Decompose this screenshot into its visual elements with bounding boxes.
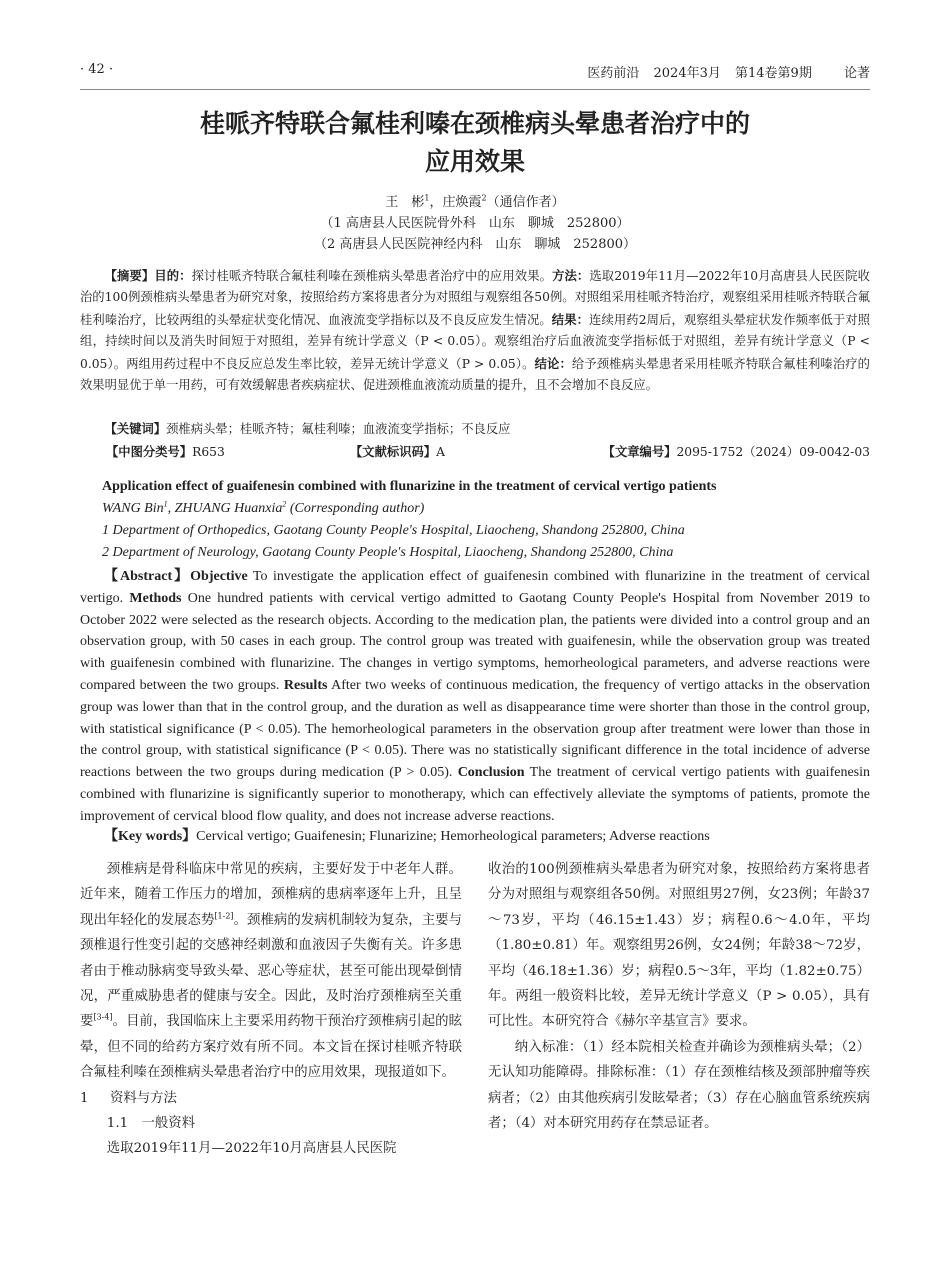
- section-heading-1: 1 资料与方法: [80, 1090, 177, 1106]
- article-number: 【文章编号】2095-1752（2024）09-0042-03: [602, 444, 870, 459]
- issue-date: 2024年3月: [653, 66, 721, 81]
- keywords-cn: 【关键词】颈椎病头晕；桂哌齐特；氟桂利嗪；血液流变学指标；不良反应: [104, 421, 511, 436]
- general-info-start: 选取2019年11月—2022年10月高唐县人民医院: [106, 1141, 397, 1157]
- doc-code: 【文献标识码】A: [350, 444, 445, 459]
- body-column-left: [80, 857, 462, 1162]
- page-number: · 42 ·: [80, 62, 114, 77]
- running-header: [80, 62, 870, 86]
- author-names: 王 彬$^1$，庄焕霞$^2$（通信作者）: [385, 193, 565, 210]
- keywords-en: 【Key words】Cervical vertigo; Guaifenesin; Flunarizine; Hemorheological parameters; Adverse reactions: [104, 829, 710, 844]
- affiliation-1: （1 高唐县人民医院骨外科 山东 聊城 252800）: [320, 216, 630, 231]
- abstract-label: 【摘要】: [104, 268, 155, 283]
- journal-name: 医药前沿: [587, 66, 640, 81]
- abstract-en: 【Abstract】Objective To investigate the application effect of guaifenesin combined with flunarizine in the treatment of cervical vertigo. Methods One hundred patients with cervical vertigo admitted to Gaotang County People's Hospital from November 2019 to October 2022 were selected as the research objects. According to the medication plan, the patients were divided into a control group and an observation group, with 50 cases in each group. The control group was treated with guaifenesin, while the observation group was treated with guaifenesin combined with flunarizine. The changes in vertigo symptoms, hemorheological parameters, and adverse reactions were compared between the two groups. Results After two weeks of continuous medication, the frequency of vertigo attacks in the observation group was lower than that in the control group, and the duration as well as disappearance time were shorter than those in the control group, with statistical significance (P < 0.05). The hemorheological parameters in the observation group after treatment were lower than those in the control group, with statistical significance (P < 0.05). There was no statistically significant difference in the total incidence of adverse reactions between the two groups during medication (P > 0.05). Conclusion The treatment of cervical vertigo patients with guaifenesin combined with flunarizine is significantly superior to monotherapy, which can effectively alleviate the symptoms of patients, promote the improvement of cervical blood flow quality, and does not increase adverse reactions.: [80, 569, 871, 824]
- intro-paragraph: 颈椎病是骨科临床中常见的疾病，主要好发于中老年人群。近年来，随着工作压力的增加，颈椎病的患病率逐年上升，且呈现出年轻化的发展态势[1-2]。颈椎病的发病机制较为复杂，主要与颈椎退行性变引起的交感神经刺激和血液因子失衡有关。许多患者由于椎动脉病变导致头晕、恶心等症状，甚至可能出现晕倒情况，严重威胁患者的健康与安全。因此，及时治疗颈椎病至关重要[3-4]。目前，我国临床上主要采用药物干预治疗颈椎病引起的眩晕，但不同的给药方案疗效有所不同。本文旨在探讨桂哌齐特联合氟桂利嗪在颈椎病头晕患者治疗中的应用效果，现报道如下。: [80, 862, 463, 1081]
- title-line-1: 桂哌齐特联合氟桂利嗪在颈椎病头晕患者治疗中的: [199, 109, 750, 138]
- classification-line: [80, 442, 870, 464]
- author-block: [80, 192, 870, 255]
- english-affiliation-1: 1 Department of Orthopedics, Gaotang County People's Hospital, Liaocheng, Shandong 252800, China: [102, 523, 685, 538]
- affiliation-2: （2 高唐县人民医院神经内科 山东 聊城 252800）: [313, 237, 637, 252]
- header-rule: [80, 89, 870, 90]
- volume-issue: 第14卷第9期: [735, 66, 812, 81]
- body-column-right: [488, 857, 870, 1136]
- criteria-paragraph: 纳入标准：（1）经本院相关检查并确诊为颈椎病头晕；（2）无认知功能障碍。排除标准：（1）存在颈椎结核及颈部肿瘤等疾病者；（2）由其他疾病引发眩晕者；（3）存在心脑血管系统疾病者；（4）对本研究用药存在禁忌证者。: [488, 1039, 870, 1132]
- page-title: [80, 105, 870, 181]
- english-title: Application effect of guaifenesin combined with flunarizine in the treatment of cervical vertigo patients: [102, 479, 717, 494]
- english-title-block: [80, 476, 870, 564]
- subsection-heading-1-1: 1.1 一般资料: [106, 1116, 196, 1132]
- article-type: 论著: [843, 66, 870, 81]
- journal-info: [577, 62, 870, 81]
- title-line-2: 应用效果: [424, 147, 525, 176]
- english-authors: WANG Bin$^1$, ZHUANG Huanxia$^2$ (Corresponding author): [102, 499, 425, 516]
- clc-number: 【中图分类号】R653: [106, 444, 225, 459]
- abstract-cn: 【摘要】目的：探讨桂哌齐特联合氟桂利嗪在颈椎病头晕患者治疗中的应用效果。方法：选取2019年11月—2022年10月高唐县人民医院收治的100例颈椎病头晕患者为研究对象，按照给药方案将患者分为对照组与观察组各50例。对照组采用桂哌齐特治疗，观察组采用桂哌齐特联合氟桂利嗪治疗，比较两组的头晕症状变化情况、血液流变学指标以及不良反应发生情况。结果：连续用药2周后，观察组头晕症状发作频率低于对照组，持续时间以及消失时间短于对照组，差异有统计学意义（P < 0.05）。观察组治疗后血液流变学指标低于对照组，差异有统计学意义（P < 0.05）。两组用药过程中不良反应总发生率比较，差异无统计学意义（P > 0.05）。结论：给予颈椎病头晕患者采用桂哌齐特联合氟桂利嗪治疗的效果明显优于单一用药，可有效缓解患者疾病症状、促进颈椎血液流动质量的提升，且不会增加不良反应。: [80, 268, 870, 393]
- general-info-cont: 收治的100例颈椎病头晕患者为研究对象，按照给药方案将患者分为对照组与观察组各50例。对照组男27例，女23例；年龄37～73岁，平均（46.15±1.43）岁；病程0.6～4.0年，平均（1.80±0.81）年。观察组男26例，女24例；年龄38～72岁，平均（46.18±1.36）岁；病程0.5～3年，平均（1.82±0.75）年。两组一般资料比较，差异无统计学意义（P > 0.05），具有可比性。本研究符合《赫尔辛基宣言》要求。: [488, 862, 870, 1030]
- english-affiliation-2: 2 Department of Neurology, Gaotang County People's Hospital, Liaocheng, Shandong 252800, China: [102, 545, 674, 560]
